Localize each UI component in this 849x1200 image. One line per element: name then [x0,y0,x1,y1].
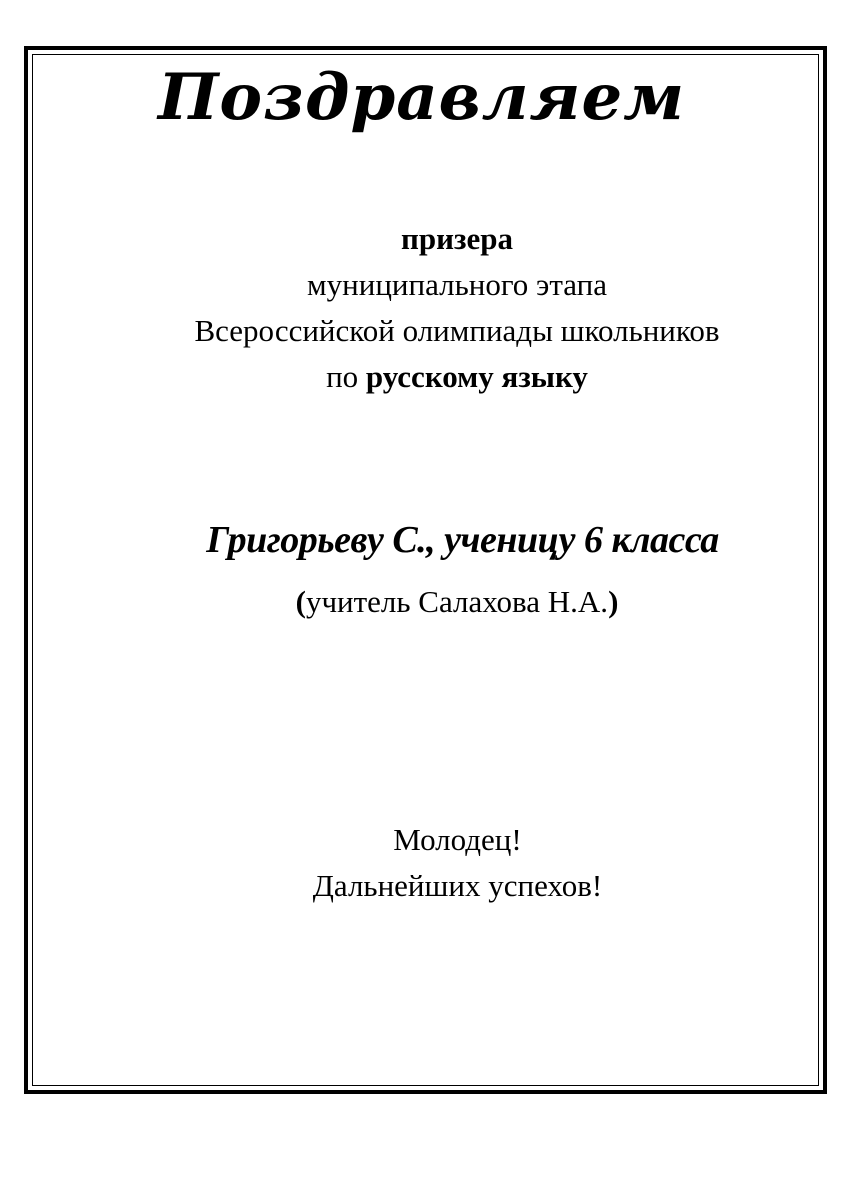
teacher-open-paren: ( [295,584,306,619]
closing-message [0,817,849,909]
event-level: муниципального этапа [307,267,607,302]
subject-name: русскому языку [365,359,588,394]
award-role: призера [401,221,513,256]
award-description [42,216,849,400]
olympiad-name: Всероссийской олимпиады школьников [194,313,720,348]
teacher-credit [0,580,849,624]
subject-prefix: по [326,359,366,394]
closing-praise: Молодец! [393,822,522,857]
teacher-name: учитель Салахова Н.А. [305,584,609,619]
teacher-close-paren: ) [608,584,619,619]
certificate-heading: Поздравляем [157,60,686,135]
recipient-name: Григорьеву С., ученицу 6 класса [206,519,719,561]
closing-wish: Дальнейших успехов! [312,868,603,903]
